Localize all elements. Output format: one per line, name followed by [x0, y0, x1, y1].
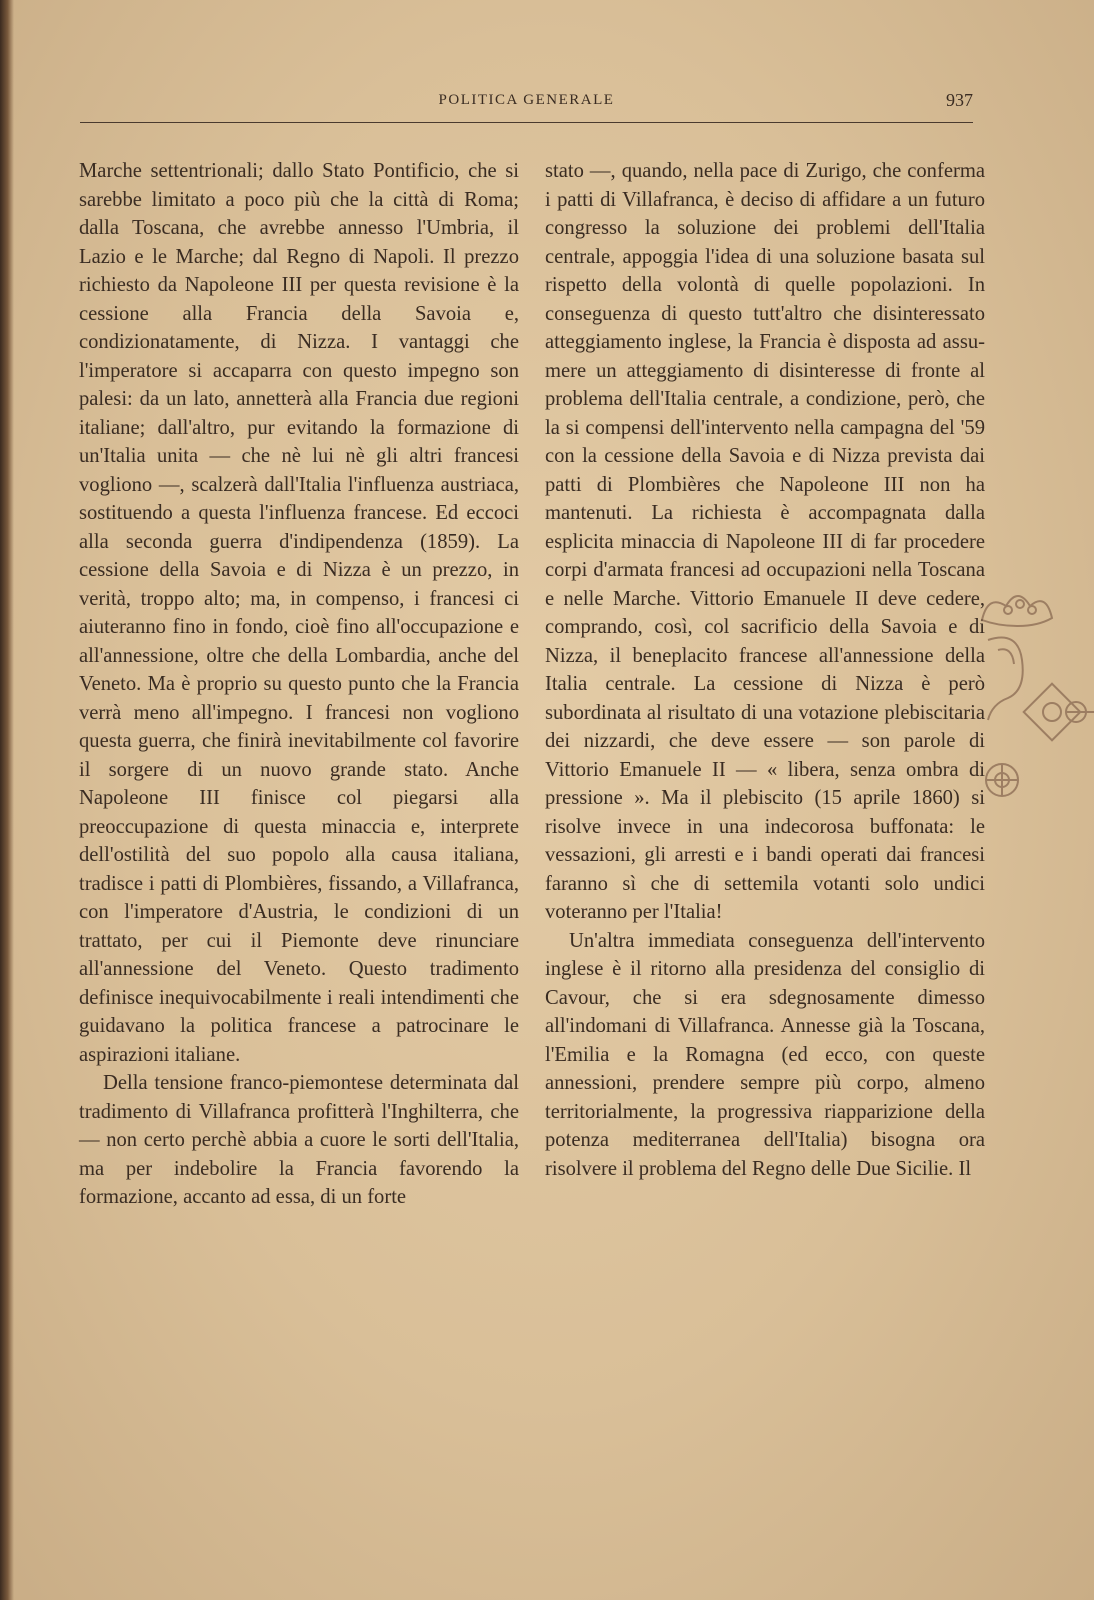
- paragraph: Marche settentrionali; dallo Stato Pontificio, che si sarebbe limitato a poco più che la città di Roma; dalla Toscana, che avrebbe annesso l'Umbria, il Lazio e le Marche; dal Regno di Napoli. Il prezzo richiesto da Napoleone III per questa revisione è la cessione alla Francia della Savoia e, condizionatamente, di Nizza. I vantaggi che l'imperatore si accaparra con questo impegno son palesi: da un lato, annetterà alla Francia due regioni italiane; dall'altro, pur evitando la formazione di un'Italia unita — che nè lui nè gli altri francesi vogliono —, scalzerà dall'Italia l'influenza austriaca, sostituendo a questa l'influenza francese. Ed eccoci alla seconda guerra d'indipendenza (1859). La cessione della Savoia e di Nizza è un prezzo, in verità, troppo alto; ma, in compenso, i francesi ci aiuteranno fino in fondo, cioè fino all'occupazione e all'annessione, oltre che della Lombardia, anche del Veneto. Ma è proprio su questo punto che la Francia verrà meno all'impegno. I francesi non vogliono questa guerra, che finirà inevitabilmente col favorire il sorgere di un nuovo grande stato. Anche Napoleone III finisce col piegarsi alla preoccupazione di questa minaccia e, interprete dell'ostilità del suo popolo alla causa italiana, tradisce i patti di Plombières, fissando, a Villafranca, con l'imperatore d'Austria, le condizioni di un trattato, per cui il Piemonte deve rinunciare all'annessione del Veneto. Questo tradimento definisce inequivocabilmente i reali intendimenti che guidavano la politica francese a patrocinare le aspirazioni italiane.: [79, 160, 519, 1066]
- running-header: [80, 86, 973, 123]
- right-text-column: [545, 157, 985, 1183]
- ornament-stamp: [968, 580, 1094, 830]
- paragraph: stato —, quando, nella pace di Zurigo, che conferma i patti di Villafranca, è deciso di affidare a un futuro congresso la soluzione dei problemi dell'Italia centrale, appoggia l'idea di una soluzione basata sul rispetto della volontà di quelle popolazioni. In conseguenza di questo tutt'altro che disinteressato atteggiamento inglese, la Francia è disposta ad assumere un atteggiamento di disinteresse di fronte al problema dell'Italia centrale, a condizione, però, che la si compensi dell'intervento nella campagna del '59 con la cessione della Savoia e di Nizza prevista dai patti di Plombières che Napoleone III non ha mantenuti. La richiesta è accompagnata dalla esplicita minaccia di Napoleone III di far procedere corpi d'armata francesi ad occupazioni nella Toscana e nelle Marche. Vittorio Emanuele II deve cedere, comprando, così, col sacrificio della Savoia e di Nizza, il beneplacito francese all'annessione della Italia centrale. La cessione di Nizza è però subordinata al risultato di una votazione plebiscitaria dei nizzardi, che deve essere — son parole di Vittorio Emanuele II — « libera, senza ombra di pressione ». Ma il plebiscito (15 aprile 1860) si risolve invece in una indecorosa buffonata: le vessazioni, gli arresti e i bandi operati dai francesi faranno sì che di settemila votanti solo undici voteranno per l'Italia!: [545, 160, 985, 923]
- paragraph: Un'altra immediata conseguenza dell'intervento inglese è il ritorno alla presidenza del consiglio di Cavour, che si era sdegnosamente dimesso all'indomani di Villafranca. Annesse già la Toscana, l'Emilia e la Romagna (ed ecco, con queste annessioni, prendere sempre più corpo, almeno territorialmente, la progressiva riapparizione della potenza mediterranea dell'Italia) bisogna ora risolvere il problema del Regno delle Due Sicilie. Il: [545, 929, 985, 1180]
- left-text-column: [79, 157, 519, 1212]
- running-title: POLITICA GENERALE: [438, 92, 615, 108]
- paragraph: Della tensione franco-piemontese determinata dal tradimento di Villafranca profitterà l'Inghilterra, che — non certo perchè abbia a cuore le sorti dell'Italia, ma per indebolire la Francia favorendo la formazione, accanto ad essa, di un forte: [79, 1072, 519, 1208]
- page-number: 937: [946, 90, 973, 110]
